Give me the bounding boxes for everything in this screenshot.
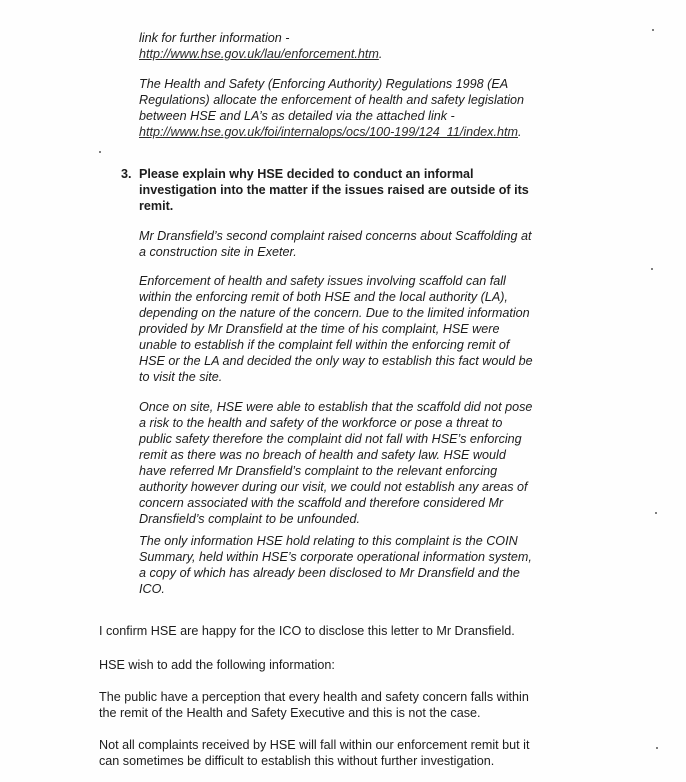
- ea-line-3: between HSE and LA’s as detailed via the attached link -: [139, 109, 455, 123]
- question-number: 3.: [121, 167, 132, 181]
- answer-line: within the enforcing remit of both HSE and the local authority (LA),: [139, 290, 508, 304]
- link-period: .: [517, 125, 522, 139]
- answer-line: ICO.: [139, 582, 165, 596]
- answer-line: remit as there was no breach of health and safety law. HSE would: [139, 448, 506, 462]
- answer-line: concern associated with the scaffold and therefore considered Mr: [139, 496, 504, 510]
- closing-line: the remit of the Health and Safety Executive and this is not the case.: [99, 706, 481, 720]
- closing-line: The public have a perception that every health and safety concern falls within: [99, 690, 529, 704]
- scan-speck: [655, 512, 657, 514]
- link-period: .: [378, 47, 383, 61]
- answer-line: The only information HSE hold relating to this complaint is the COIN: [139, 534, 518, 548]
- scan-speck: [656, 747, 658, 749]
- answer-line: to visit the site.: [139, 370, 223, 384]
- question-line-1: Please explain why HSE decided to conduct an informal: [139, 167, 474, 181]
- further-info-text: link for further information -: [139, 31, 290, 45]
- question-line-3: remit.: [139, 199, 174, 213]
- answer-line: have referred Mr Dransfield’s complaint to the relevant enforcing: [139, 464, 498, 478]
- ea-regulations-link[interactable]: http://www.hse.gov.uk/foi/internalops/ocs/100-199/124_11/index.htm: [139, 125, 518, 139]
- closing-line: I confirm HSE are happy for the ICO to disclose this letter to Mr Dransfield.: [99, 624, 515, 638]
- answer-line: depending on the nature of the concern. Due to the limited information: [139, 306, 530, 320]
- answer-line: Mr Dransfield’s second complaint raised concerns about Scaffolding at: [139, 229, 532, 243]
- enforcement-link-line: [139, 46, 382, 62]
- further-info-paragraph: [139, 30, 382, 62]
- answer-line: a copy of which has already been disclosed to Mr Dransfield and the: [139, 566, 520, 580]
- closing-line: HSE wish to add the following information:: [99, 658, 335, 672]
- answer-line: a risk to the health and safety of the workforce or pose a threat to: [139, 416, 503, 430]
- scan-speck: [652, 29, 654, 31]
- answer-line: Summary, held within HSE’s corporate operational information system,: [139, 550, 532, 564]
- answer-line: a construction site in Exeter.: [139, 245, 297, 259]
- ea-regulations-paragraph: [139, 76, 524, 140]
- closing-paragraph-1: [99, 623, 515, 639]
- answer-line: Enforcement of health and safety issues involving scaffold can fall: [139, 274, 506, 288]
- answer-line: authority however during our visit, we could not establish any areas of: [139, 480, 528, 494]
- scan-speck: [651, 268, 653, 270]
- closing-paragraph-4: [99, 737, 529, 769]
- scan-speck: [99, 151, 101, 153]
- ea-line-2: Regulations) allocate the enforcement of health and safety legislation: [139, 93, 525, 107]
- answer-line: provided by Mr Dransfield at the time of his complaint, HSE were: [139, 322, 500, 336]
- closing-line: Not all complaints received by HSE will fall within our enforcement remit but it: [99, 738, 530, 752]
- answer-paragraph-3: [139, 399, 532, 527]
- answer-line: HSE or the LA and decided the only way to establish this fact would be: [139, 354, 533, 368]
- answer-paragraph-1: [139, 228, 531, 260]
- answer-paragraph-4: [139, 533, 532, 597]
- ea-link-line: [139, 124, 524, 140]
- closing-line: can sometimes be difficult to establish this without further investigation.: [99, 754, 495, 768]
- answer-line: Once on site, HSE were able to establish that the scaffold did not pose: [139, 400, 533, 414]
- closing-paragraph-2: [99, 657, 335, 673]
- answer-line: Dransfield’s complaint to be unfounded.: [139, 512, 360, 526]
- question-line-2: investigation into the matter if the issues raised are outside of its: [139, 183, 529, 197]
- enforcement-link[interactable]: http://www.hse.gov.uk/lau/enforcement.htm: [139, 47, 379, 61]
- closing-paragraph-3: [99, 689, 529, 721]
- answer-line: unable to establish if the complaint fell within the enforcing remit of: [139, 338, 510, 352]
- answer-line: public safety therefore the complaint did not fall with HSE’s enforcing: [139, 432, 522, 446]
- question-text: [139, 166, 529, 214]
- ea-line-1: The Health and Safety (Enforcing Authority) Regulations 1998 (EA: [139, 77, 509, 91]
- answer-paragraph-2: [139, 273, 533, 385]
